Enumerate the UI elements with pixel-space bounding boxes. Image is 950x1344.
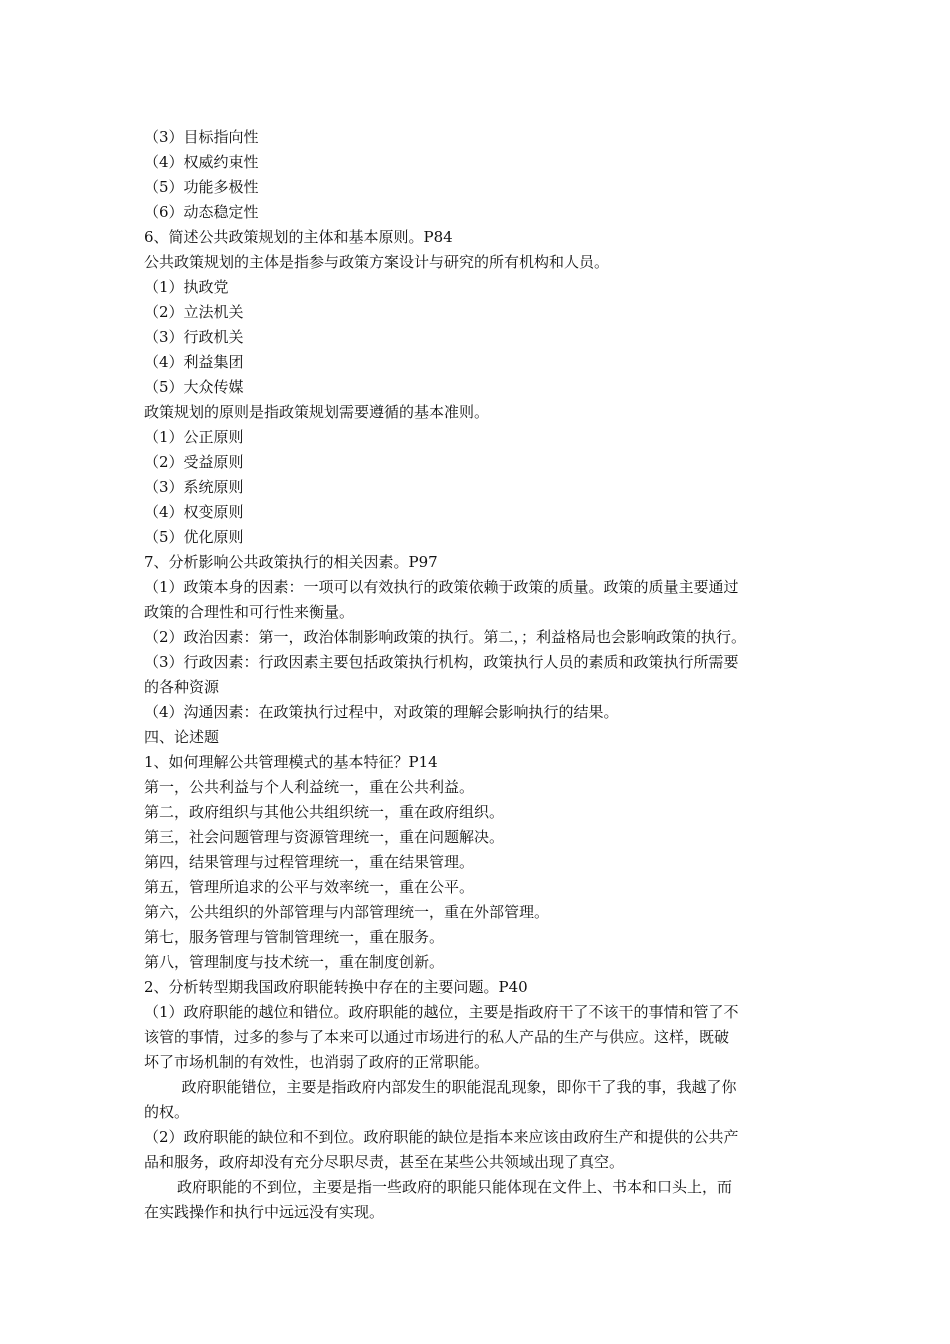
paragraph-line: 政府职能错位，主要是指政府内部发生的职能混乱现象，即你干了我的事，我越了你 — [181, 1078, 737, 1096]
paragraph-line: 品和服务，政府却没有充分尽职尽责，甚至在某些公共领域出现了真空。 — [144, 1153, 625, 1171]
list-item: （3）目标指向性 — [144, 128, 259, 146]
list-item: 第五，管理所追求的公平与效率统一，重在公平。 — [144, 878, 475, 896]
paragraph-line: 该管的事情，过多的参与了本来可以通过市场进行的私人产品的生产与供应。这样，既破 — [144, 1028, 730, 1046]
paragraph-line: 政策的合理性和可行性来衡量。 — [144, 603, 355, 621]
list-item: 第一，公共利益与个人利益统一，重在公共利益。 — [144, 778, 475, 796]
list-item: （2）受益原则 — [144, 453, 244, 471]
section-heading: 四、论述题 — [144, 728, 220, 746]
list-item: （4）权威约束性 — [144, 153, 259, 171]
list-item: 第四，结果管理与过程管理统一，重在结果管理。 — [144, 853, 475, 871]
list-item: （5）大众传媒 — [144, 378, 244, 396]
list-item: 第七，服务管理与管制管理统一，重在服务。 — [144, 928, 445, 946]
list-item: 第八，管理制度与技术统一，重在制度创新。 — [144, 953, 445, 971]
question-heading: 7、分析影响公共政策执行的相关因素。P97 — [144, 553, 438, 571]
list-item: （6）动态稳定性 — [144, 203, 259, 221]
paragraph-line: 政策规划的原则是指政策规划需要遵循的基本准则。 — [144, 403, 490, 421]
paragraph-line: （1）政策本身的因素：一项可以有效执行的政策依赖于政策的质量。政策的质量主要通过 — [144, 578, 739, 596]
paragraph-line: （3）行政因素：行政因素主要包括政策执行机构，政策执行人员的素质和政策执行所需要 — [144, 653, 739, 671]
list-item: （1）执政党 — [144, 278, 229, 296]
paragraph-line: 政府职能的不到位，主要是指一些政府的职能只能体现在文件上、书本和口头上，而 — [177, 1178, 733, 1196]
question-heading: 1、如何理解公共管理模式的基本特征？P14 — [144, 753, 438, 771]
list-item: （3）行政机关 — [144, 328, 244, 346]
question-heading: 6、简述公共政策规划的主体和基本原则。P84 — [144, 228, 453, 246]
list-item: （1）公正原则 — [144, 428, 244, 446]
paragraph-line: 的权。 — [144, 1103, 190, 1121]
paragraph-line: （2）政治因素：第一，政治体制影响政策的执行。第二，；利益格局也会影响政策的执行。 — [144, 628, 747, 646]
paragraph-line: 公共政策规划的主体是指参与政策方案设计与研究的所有机构和人员。 — [144, 253, 610, 271]
paragraph-line: 的各种资源 — [144, 678, 220, 696]
list-item: （3）系统原则 — [144, 478, 244, 496]
question-heading: 2、分析转型期我国政府职能转换中存在的主要问题。P40 — [144, 978, 528, 996]
list-item: （5）优化原则 — [144, 528, 244, 546]
list-item: （5）功能多极性 — [144, 178, 259, 196]
list-item: 第三，社会问题管理与资源管理统一，重在问题解决。 — [144, 828, 505, 846]
list-item: （4）利益集团 — [144, 353, 244, 371]
document-page — [144, 125, 824, 1225]
list-item: 第六，公共组织的外部管理与内部管理统一，重在外部管理。 — [144, 903, 550, 921]
list-item: （4）权变原则 — [144, 503, 244, 521]
paragraph-line: （1）政府职能的越位和错位。政府职能的越位，主要是指政府干了不该干的事情和管了不 — [144, 1003, 739, 1021]
paragraph-line: （4）沟通因素：在政策执行过程中，对政策的理解会影响执行的结果。 — [144, 703, 619, 721]
paragraph-line: 坏了市场机制的有效性，也消弱了政府的正常职能。 — [144, 1053, 490, 1071]
paragraph-line: 在实践操作和执行中远远没有实现。 — [144, 1203, 385, 1221]
list-item: （2）立法机关 — [144, 303, 244, 321]
list-item: 第二，政府组织与其他公共组织统一，重在政府组织。 — [144, 803, 505, 821]
paragraph-line: （2）政府职能的缺位和不到位。政府职能的缺位是指本来应该由政府生产和提供的公共产 — [144, 1128, 739, 1146]
